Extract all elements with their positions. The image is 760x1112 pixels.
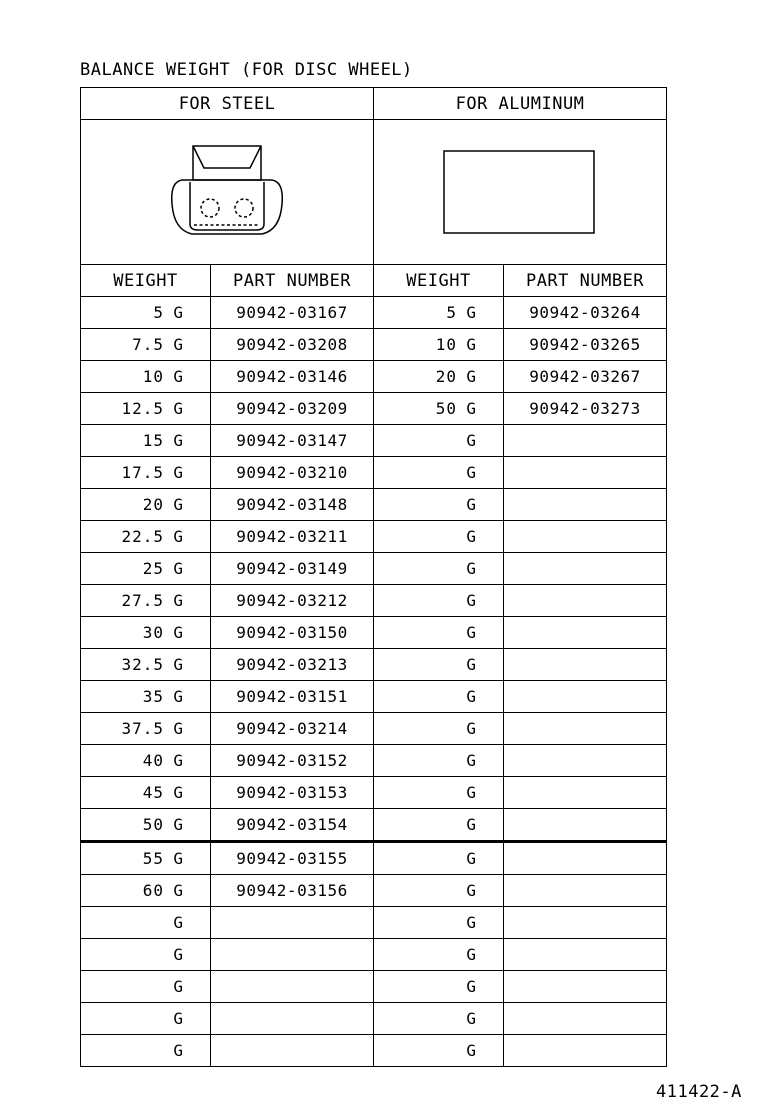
aluminum-weight-cell [374, 777, 504, 809]
unit-label: G [173, 881, 184, 900]
unit-label: G [173, 431, 184, 450]
steel-weight-cell-value: 32.5 [121, 655, 164, 674]
steel-weight-cell-value: 12.5 [121, 399, 164, 418]
table-row [81, 939, 667, 971]
table-row [81, 713, 667, 745]
unit-label: G [173, 1009, 184, 1028]
unit-label: G [173, 751, 184, 770]
steel-weight-cell-value: 22.5 [121, 527, 164, 546]
aluminum-weight-cell [374, 1003, 504, 1035]
steel-weight-cell-value: 10 [142, 367, 164, 386]
steel-weight-cell [81, 681, 211, 713]
unit-label: G [466, 945, 477, 964]
page-title: BALANCE WEIGHT (FOR DISC WHEEL) [80, 60, 413, 80]
aluminum-part-number-cell [504, 809, 667, 842]
steel-weight-cell [81, 553, 211, 585]
aluminum-part-number-cell: 90942-03265 [504, 329, 667, 361]
drawing-code: 411422-A [656, 1082, 742, 1102]
aluminum-weight-cell [374, 681, 504, 713]
aluminum-weight-cell [374, 875, 504, 907]
unit-label: G [173, 559, 184, 578]
aluminum-part-number-cell [504, 553, 667, 585]
aluminum-weight-cell [374, 329, 504, 361]
aluminum-part-number-cell [504, 649, 667, 681]
aluminum-weight-cell-value: 50 [435, 399, 457, 418]
steel-part-number-cell: 90942-03213 [211, 649, 374, 681]
unit-label: G [466, 559, 477, 578]
unit-label: G [466, 303, 477, 322]
aluminum-part-number-cell [504, 745, 667, 777]
steel-part-number-cell: 90942-03154 [211, 809, 374, 842]
steel-weight-cell [81, 329, 211, 361]
aluminum-weight-cell-value: 5 [446, 303, 457, 322]
table-row [81, 681, 667, 713]
steel-part-number-cell: 90942-03148 [211, 489, 374, 521]
unit-label: G [466, 591, 477, 610]
steel-weight-cell [81, 649, 211, 681]
aluminum-part-number-cell [504, 777, 667, 809]
unit-label: G [173, 399, 184, 418]
aluminum-part-number-cell [504, 1003, 667, 1035]
unit-label: G [466, 655, 477, 674]
unit-label: G [466, 367, 477, 386]
aluminum-weight-cell [374, 907, 504, 939]
steel-weight-cell-value: 20 [142, 495, 164, 514]
table-row [81, 585, 667, 617]
unit-label: G [466, 913, 477, 932]
steel-weight-cell-value: 25 [142, 559, 164, 578]
unit-label: G [173, 977, 184, 996]
aluminum-weight-drawing-cell [374, 120, 667, 265]
steel-part-number-cell: 90942-03214 [211, 713, 374, 745]
table-row [81, 745, 667, 777]
column-header-steel-weight: WEIGHT [81, 265, 211, 297]
unit-label: G [173, 463, 184, 482]
unit-label: G [466, 815, 477, 834]
aluminum-adhesive-weight-icon [440, 147, 600, 237]
steel-weight-cell-value: 37.5 [121, 719, 164, 738]
aluminum-weight-cell [374, 971, 504, 1003]
steel-part-number-cell [211, 1035, 374, 1067]
steel-part-number-cell: 90942-03153 [211, 777, 374, 809]
steel-weight-cell-value: 60 [142, 881, 164, 900]
aluminum-part-number-cell [504, 971, 667, 1003]
aluminum-part-number-cell: 90942-03273 [504, 393, 667, 425]
steel-part-number-cell: 90942-03156 [211, 875, 374, 907]
aluminum-weight-cell [374, 585, 504, 617]
aluminum-weight-cell [374, 489, 504, 521]
steel-weight-cell [81, 842, 211, 875]
table-row [81, 907, 667, 939]
column-header-aluminum-weight: WEIGHT [374, 265, 504, 297]
steel-weight-cell-value: 55 [142, 849, 164, 868]
steel-weight-cell [81, 875, 211, 907]
steel-part-number-cell: 90942-03149 [211, 553, 374, 585]
table-row [81, 809, 667, 842]
unit-label: G [466, 1009, 477, 1028]
aluminum-part-number-cell [504, 842, 667, 875]
steel-clip-weight-icon [162, 142, 292, 242]
table-row [81, 875, 667, 907]
steel-part-number-cell: 90942-03209 [211, 393, 374, 425]
steel-weight-cell [81, 585, 211, 617]
steel-weight-cell-value: 30 [142, 623, 164, 642]
unit-label: G [173, 1041, 184, 1060]
unit-label: G [466, 849, 477, 868]
unit-label: G [173, 335, 184, 354]
aluminum-part-number-cell: 90942-03264 [504, 297, 667, 329]
unit-label: G [466, 495, 477, 514]
unit-label: G [173, 687, 184, 706]
steel-weight-cell [81, 809, 211, 842]
unit-label: G [466, 977, 477, 996]
steel-weight-cell-value: 45 [142, 783, 164, 802]
steel-weight-cell [81, 489, 211, 521]
steel-part-number-cell: 90942-03147 [211, 425, 374, 457]
steel-weight-cell [81, 971, 211, 1003]
aluminum-weight-cell [374, 297, 504, 329]
aluminum-part-number-cell [504, 617, 667, 649]
table-row [81, 617, 667, 649]
steel-weight-cell-value: 35 [142, 687, 164, 706]
steel-weight-cell [81, 745, 211, 777]
steel-part-number-cell: 90942-03210 [211, 457, 374, 489]
column-header-steel-part-number: PART NUMBER [211, 265, 374, 297]
steel-part-number-cell: 90942-03151 [211, 681, 374, 713]
aluminum-part-number-cell [504, 713, 667, 745]
aluminum-weight-cell [374, 713, 504, 745]
unit-label: G [466, 881, 477, 900]
aluminum-part-number-cell [504, 939, 667, 971]
table-row [81, 489, 667, 521]
table-row [81, 842, 667, 875]
steel-weight-cell [81, 393, 211, 425]
unit-label: G [466, 1041, 477, 1060]
table-row [81, 1003, 667, 1035]
aluminum-weight-cell [374, 457, 504, 489]
table-row [81, 971, 667, 1003]
unit-label: G [173, 367, 184, 386]
aluminum-weight-cell [374, 842, 504, 875]
unit-label: G [173, 655, 184, 674]
steel-weight-cell [81, 713, 211, 745]
unit-label: G [466, 623, 477, 642]
aluminum-weight-cell-value: 20 [435, 367, 457, 386]
steel-weight-cell [81, 939, 211, 971]
aluminum-weight-cell [374, 809, 504, 842]
steel-weight-cell [81, 1003, 211, 1035]
steel-weight-cell [81, 457, 211, 489]
steel-weight-cell-value: 7.5 [132, 335, 164, 354]
steel-weight-drawing-cell [81, 120, 374, 265]
aluminum-part-number-cell [504, 425, 667, 457]
table-row [81, 329, 667, 361]
aluminum-weight-cell [374, 361, 504, 393]
column-header-aluminum-part-number: PART NUMBER [504, 265, 667, 297]
table-row [81, 393, 667, 425]
steel-part-number-cell: 90942-03152 [211, 745, 374, 777]
section-header-steel: FOR STEEL [81, 88, 374, 120]
unit-label: G [173, 945, 184, 964]
unit-label: G [466, 431, 477, 450]
steel-weight-cell-value: 15 [142, 431, 164, 450]
steel-weight-cell [81, 425, 211, 457]
table-row [81, 297, 667, 329]
steel-weight-cell-value: 5 [153, 303, 164, 322]
table-row [81, 649, 667, 681]
steel-weight-cell [81, 777, 211, 809]
steel-part-number-cell: 90942-03167 [211, 297, 374, 329]
aluminum-part-number-cell [504, 521, 667, 553]
aluminum-part-number-cell [504, 457, 667, 489]
balance-weight-table [80, 87, 667, 1067]
aluminum-weight-cell [374, 521, 504, 553]
aluminum-part-number-cell [504, 1035, 667, 1067]
table-row [81, 777, 667, 809]
steel-part-number-cell [211, 971, 374, 1003]
unit-label: G [466, 463, 477, 482]
aluminum-weight-cell [374, 393, 504, 425]
aluminum-weight-cell [374, 553, 504, 585]
steel-weight-cell-value: 27.5 [121, 591, 164, 610]
aluminum-part-number-cell [504, 489, 667, 521]
unit-label: G [173, 849, 184, 868]
unit-label: G [173, 815, 184, 834]
aluminum-part-number-cell [504, 585, 667, 617]
steel-weight-cell-value: 40 [142, 751, 164, 770]
steel-weight-cell [81, 297, 211, 329]
aluminum-part-number-cell [504, 681, 667, 713]
unit-label: G [173, 495, 184, 514]
table-row [81, 361, 667, 393]
unit-label: G [466, 719, 477, 738]
steel-part-number-cell: 90942-03211 [211, 521, 374, 553]
unit-label: G [466, 335, 477, 354]
steel-weight-cell-value: 17.5 [121, 463, 164, 482]
steel-part-number-cell: 90942-03212 [211, 585, 374, 617]
unit-label: G [173, 591, 184, 610]
steel-weight-cell [81, 521, 211, 553]
aluminum-weight-cell [374, 1035, 504, 1067]
table-row [81, 457, 667, 489]
aluminum-weight-cell [374, 745, 504, 777]
steel-weight-cell [81, 1035, 211, 1067]
unit-label: G [173, 913, 184, 932]
unit-label: G [173, 719, 184, 738]
table-row [81, 521, 667, 553]
unit-label: G [466, 751, 477, 770]
table-row [81, 553, 667, 585]
unit-label: G [173, 783, 184, 802]
steel-part-number-cell: 90942-03150 [211, 617, 374, 649]
aluminum-weight-cell [374, 617, 504, 649]
steel-part-number-cell [211, 1003, 374, 1035]
steel-weight-cell [81, 907, 211, 939]
aluminum-weight-cell-value: 10 [435, 335, 457, 354]
aluminum-weight-cell [374, 425, 504, 457]
steel-part-number-cell: 90942-03208 [211, 329, 374, 361]
aluminum-weight-cell [374, 939, 504, 971]
steel-part-number-cell [211, 939, 374, 971]
aluminum-part-number-cell [504, 875, 667, 907]
steel-part-number-cell: 90942-03155 [211, 842, 374, 875]
table-row [81, 1035, 667, 1067]
table-row [81, 425, 667, 457]
steel-part-number-cell: 90942-03146 [211, 361, 374, 393]
steel-weight-cell [81, 617, 211, 649]
aluminum-part-number-cell: 90942-03267 [504, 361, 667, 393]
section-header-aluminum: FOR ALUMINUM [374, 88, 667, 120]
aluminum-part-number-cell [504, 907, 667, 939]
unit-label: G [173, 623, 184, 642]
unit-label: G [466, 527, 477, 546]
unit-label: G [466, 783, 477, 802]
aluminum-weight-cell [374, 649, 504, 681]
unit-label: G [466, 687, 477, 706]
unit-label: G [466, 399, 477, 418]
steel-part-number-cell [211, 907, 374, 939]
steel-weight-cell-value: 50 [142, 815, 164, 834]
unit-label: G [173, 303, 184, 322]
steel-weight-cell [81, 361, 211, 393]
unit-label: G [173, 527, 184, 546]
